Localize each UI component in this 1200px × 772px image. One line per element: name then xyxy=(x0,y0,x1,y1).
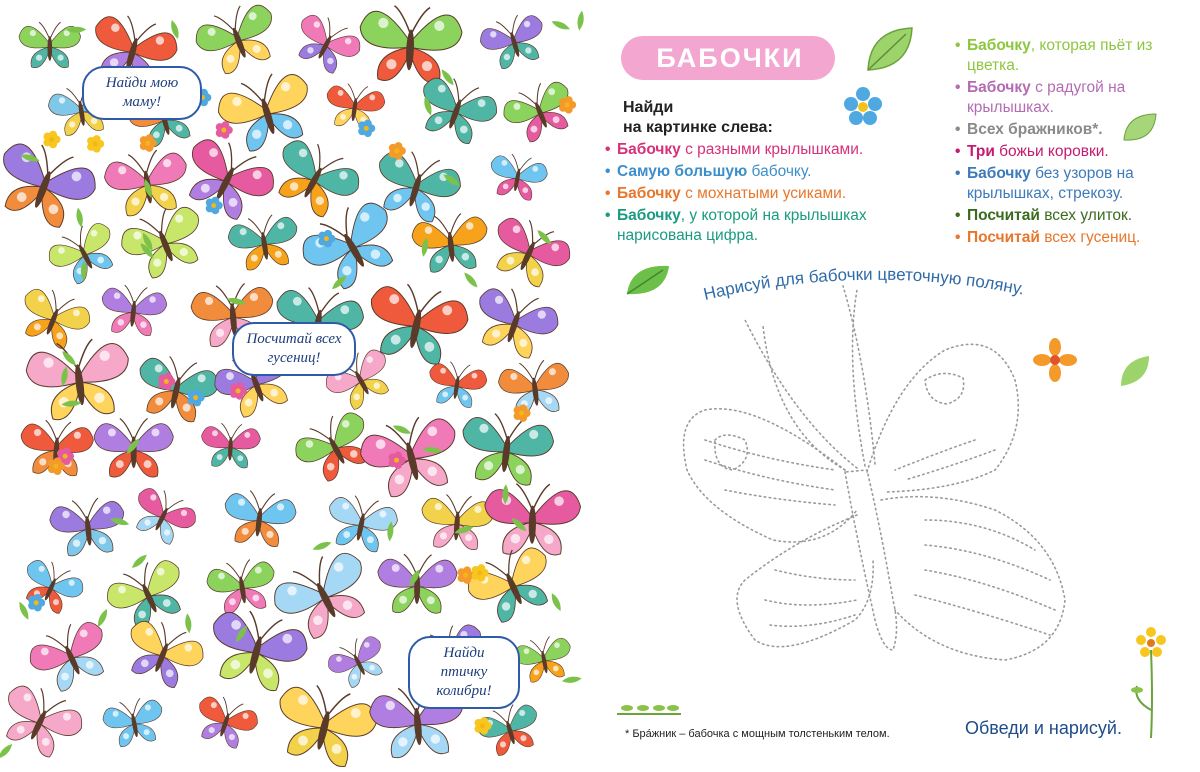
bullet-icon: • xyxy=(955,121,961,138)
butterfly-icon xyxy=(221,488,298,549)
butterfly-illustration xyxy=(0,0,588,772)
task-text: без узоров на крылышках, стрекозу. xyxy=(967,165,1134,202)
butterfly-icon xyxy=(457,410,556,488)
butterfly-icon xyxy=(201,603,313,697)
page-title: БАБОЧКИ xyxy=(656,43,804,73)
butterfly-icon xyxy=(23,614,118,699)
butterfly-icon xyxy=(117,613,209,694)
leaf-icon xyxy=(184,613,192,634)
bullet-icon: • xyxy=(955,229,961,246)
leaf-icon xyxy=(550,19,571,32)
butterfly-icon xyxy=(411,70,503,150)
bullet-icon: • xyxy=(605,163,611,180)
butterfly-icon xyxy=(419,493,495,551)
butterfly-icon xyxy=(268,678,381,772)
butterfly-icon xyxy=(425,359,489,410)
butterfly-icon xyxy=(512,633,576,685)
task-text: , у которой на крылышках нарисована цифра. xyxy=(617,207,867,244)
butterfly-icon xyxy=(484,483,581,555)
butterfly-icon xyxy=(131,351,222,427)
drawing-area xyxy=(595,0,1200,772)
task-keyword: Бабочку xyxy=(967,79,1031,96)
leaf-icon xyxy=(75,207,84,228)
bullet-icon: • xyxy=(955,207,961,224)
butterfly-icon xyxy=(322,491,400,555)
butterfly-icon xyxy=(23,335,134,423)
bullet-icon: • xyxy=(605,185,611,202)
task-text: всех улиток. xyxy=(1039,207,1133,224)
bubble-count-caterpillars: Посчитай всех гусениц! xyxy=(232,322,356,376)
leaf-icon xyxy=(95,608,109,629)
dotted-butterfly-outline[interactable] xyxy=(684,286,1065,660)
task-keyword: Бабочку xyxy=(967,165,1031,182)
find-heading-line2: на картинке слева: xyxy=(623,119,773,136)
task-text: с радугой на крылышках. xyxy=(967,79,1126,116)
tasks-page xyxy=(595,0,1200,772)
butterfly-icon xyxy=(323,81,387,132)
butterfly-icon xyxy=(410,211,491,274)
flower-icon xyxy=(389,142,406,160)
draw-instruction: Нарисуй для бабочки цветочную поляну. xyxy=(701,264,1027,304)
bullet-icon: • xyxy=(955,79,961,96)
bubble-find-mom: Найди мою маму! xyxy=(82,66,202,120)
bullet-icon: • xyxy=(605,207,611,224)
task-keyword: Посчитай xyxy=(967,229,1040,246)
butterfly-icon xyxy=(476,9,551,73)
task-text: всех гусениц. xyxy=(1039,229,1141,246)
butterfly-icon xyxy=(323,630,393,693)
task-keyword: Бабочку xyxy=(967,37,1031,54)
leaf-icon xyxy=(549,592,563,613)
find-heading-line1: Найди xyxy=(623,99,674,116)
butterfly-icon xyxy=(226,211,303,272)
flower-icon xyxy=(216,121,233,139)
butterfly-icon xyxy=(205,556,280,616)
flower-icon xyxy=(559,96,576,114)
task-text: бабочку. xyxy=(747,163,812,180)
butterfly-icon xyxy=(190,691,262,753)
butterfly-icon xyxy=(190,0,286,80)
butterfly-icon xyxy=(48,496,128,558)
task-text: божьи коровки. xyxy=(994,143,1109,160)
butterfly-icon xyxy=(125,481,202,550)
flower-icon xyxy=(43,131,60,149)
task-keyword: Самую большую xyxy=(617,163,748,180)
butterfly-icon xyxy=(467,280,564,364)
task-keyword: Бабочку xyxy=(617,185,681,202)
butterfly-icon xyxy=(486,151,550,203)
butterfly-icon xyxy=(482,210,577,295)
butterfly-icon xyxy=(377,554,457,614)
trace-label: Обведи и нарисуй. xyxy=(965,718,1122,738)
bullet-icon: • xyxy=(605,141,611,158)
bubble-find-hummingbird: Найди птичку колибри! xyxy=(408,636,520,709)
butterfly-icon xyxy=(287,8,366,80)
flower-icon xyxy=(358,120,375,138)
flower-icon xyxy=(87,135,104,153)
butterfly-icon xyxy=(0,677,89,765)
flower-icon xyxy=(206,197,223,215)
task-keyword: Посчитай xyxy=(967,207,1040,224)
butterfly-icon xyxy=(99,283,169,337)
task-keyword: Три xyxy=(967,143,995,160)
leaf-icon xyxy=(561,675,582,684)
task-text: Всех бражников*. xyxy=(967,121,1103,138)
butterfly-icon xyxy=(12,282,95,355)
butterfly-icon xyxy=(0,134,103,236)
leaf-icon xyxy=(0,742,14,761)
task-keyword: Бабочку xyxy=(617,207,681,224)
bullet-icon: • xyxy=(955,143,961,160)
butterfly-icon xyxy=(200,422,261,469)
task-text: с мохнатыми усиками. xyxy=(680,185,847,202)
leaf-icon xyxy=(576,10,585,31)
butterfly-icon xyxy=(357,4,463,84)
leaf-icon xyxy=(312,540,333,553)
butterfly-icon xyxy=(100,695,167,750)
butterfly-icon xyxy=(264,131,368,226)
butterfly-icon xyxy=(497,358,573,418)
task-text: , которая пьёт из цветка. xyxy=(967,37,1153,74)
task-text: с разными крылышками. xyxy=(680,141,864,158)
leaf-icon xyxy=(392,423,413,436)
footnote: * Бра́жник – бабочка с мощным толстеньким телом. xyxy=(625,728,890,740)
leaf-icon xyxy=(462,270,480,289)
bullet-icon: • xyxy=(955,165,961,182)
bullet-icon: • xyxy=(955,37,961,54)
butterfly-icon xyxy=(355,410,466,503)
task-keyword: Бабочку xyxy=(617,141,681,158)
